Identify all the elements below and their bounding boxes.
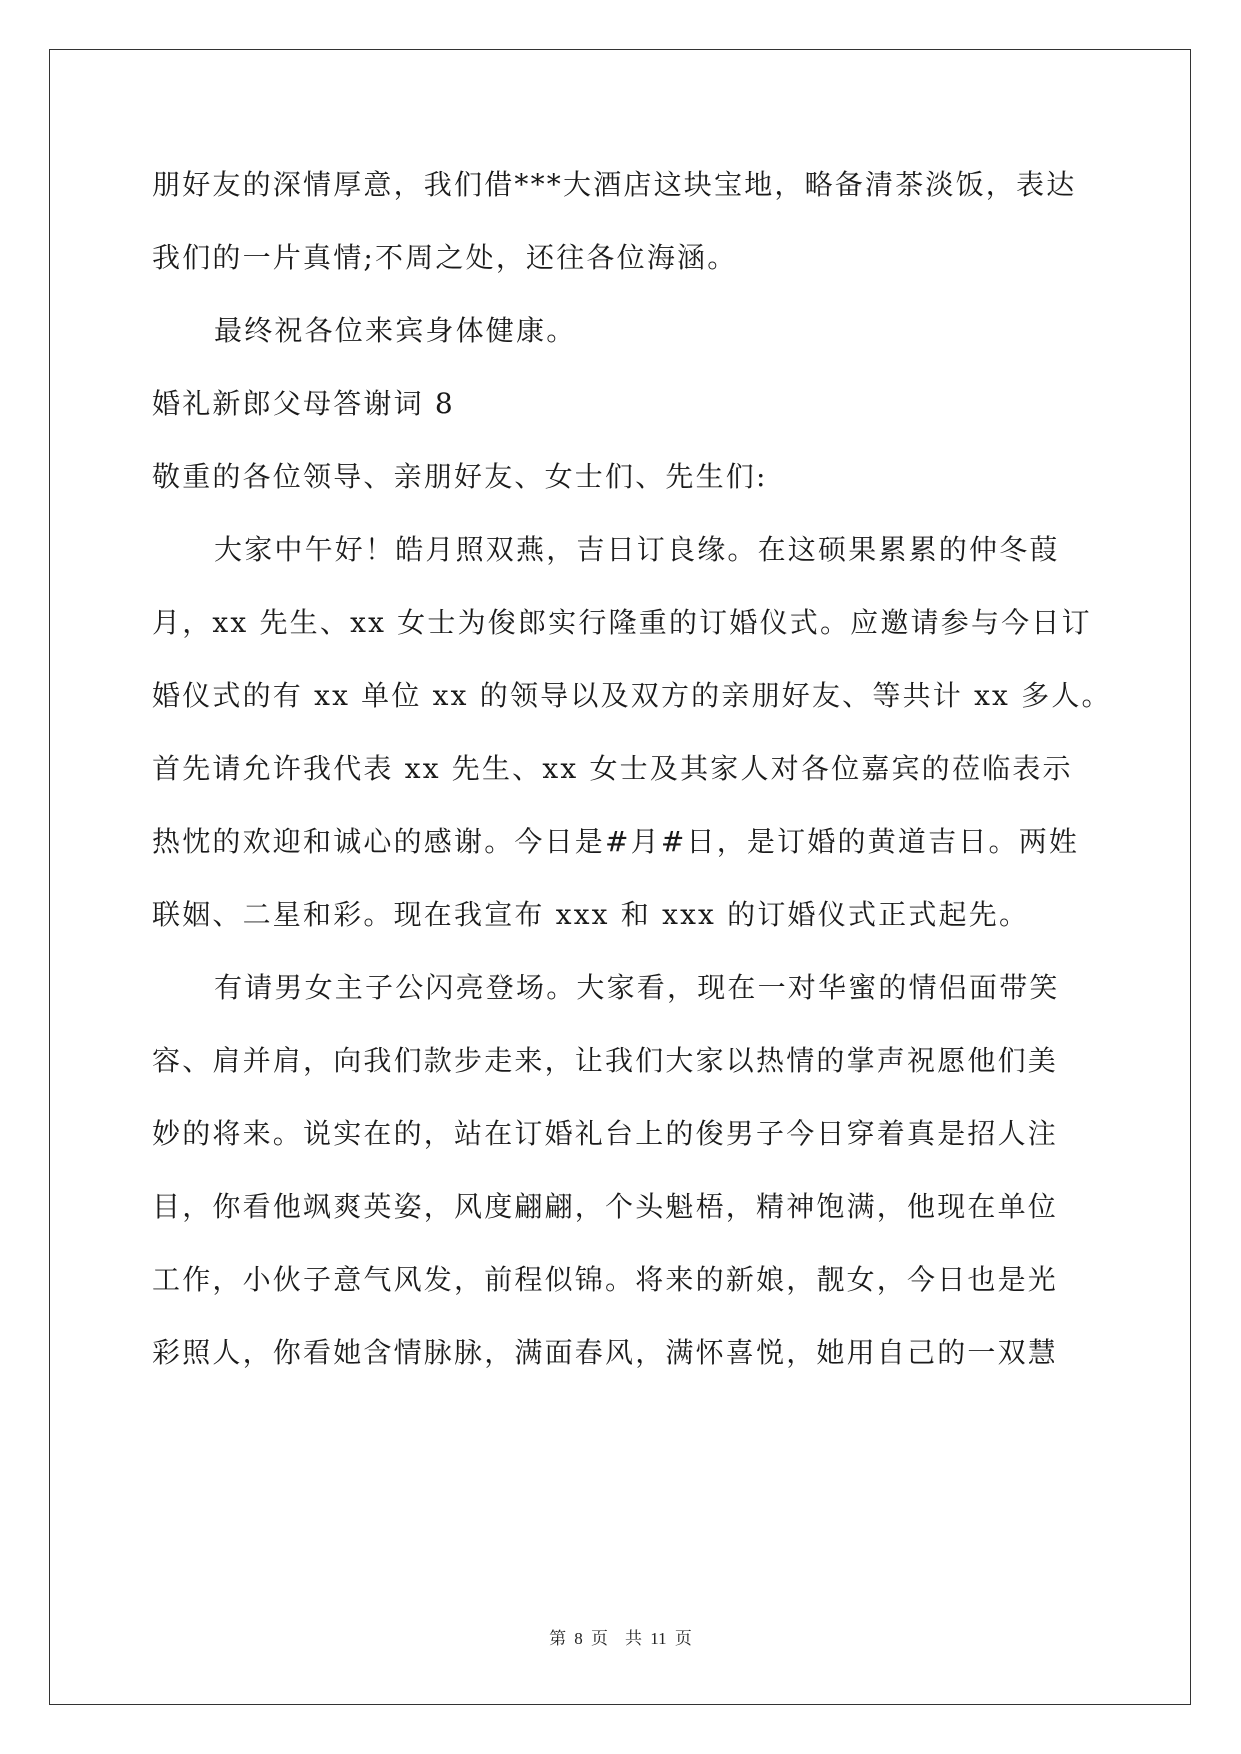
- page-number: 第 8 页 共 11 页: [549, 1629, 692, 1648]
- text-line: 朋好友的深情厚意，我们借***大酒店这块宝地，略备清茶淡饭，表达: [152, 168, 1077, 201]
- text-line: 有请男女主子公闪亮登场。大家看，现在一对华蜜的情侣面带笑: [214, 971, 1060, 1004]
- text-line: 我们的一片真情;不周之处，还往各位海涵。: [152, 241, 738, 274]
- text-line: 工作，小伙子意气风发，前程似锦。将来的新娘，靓女，今日也是光: [152, 1263, 1059, 1296]
- text-line: 首先请允许我代表 xx 先生、xx 女士及其家人对各位嘉宾的莅临表示: [152, 752, 1073, 785]
- text-line: 热忱的欢迎和诚心的感谢。今日是#月#日，是订婚的黄道吉日。两姓: [152, 825, 1080, 858]
- text-line: 容、肩并肩，向我们款步走来，让我们大家以热情的掌声祝愿他们美: [152, 1044, 1059, 1077]
- page-border: [49, 49, 1191, 1705]
- text-line: 妙的将来。说实在的，站在订婚礼台上的俊男子今日穿着真是招人注: [152, 1117, 1059, 1150]
- text-line: 目，你看他飒爽英姿，风度翩翩，个头魁梧，精神饱满，他现在单位: [152, 1190, 1059, 1223]
- text-line: 彩照人，你看她含情脉脉，满面春风，满怀喜悦，她用自己的一双慧: [152, 1336, 1059, 1369]
- text-line: 月，xx 先生、xx 女士为俊郎实行隆重的订婚仪式。应邀请参与今日订: [152, 606, 1092, 639]
- text-line: 联姻、二星和彩。现在我宣布 xxx 和 xxx 的订婚仪式正式起先。: [152, 898, 1030, 931]
- text-line: 大家中午好！皓月照双燕，吉日订良缘。在这硕果累累的仲冬葭: [214, 533, 1060, 566]
- text-line: 婚仪式的有 xx 单位 xx 的领导以及双方的亲朋好友、等共计 xx 多人。: [152, 679, 1112, 712]
- text-line: 最终祝各位来宾身体健康。: [214, 314, 577, 347]
- salutation: 敬重的各位领导、亲朋好友、女士们、先生们:: [152, 460, 768, 493]
- section-heading: 婚礼新郎父母答谢词 8: [152, 387, 455, 420]
